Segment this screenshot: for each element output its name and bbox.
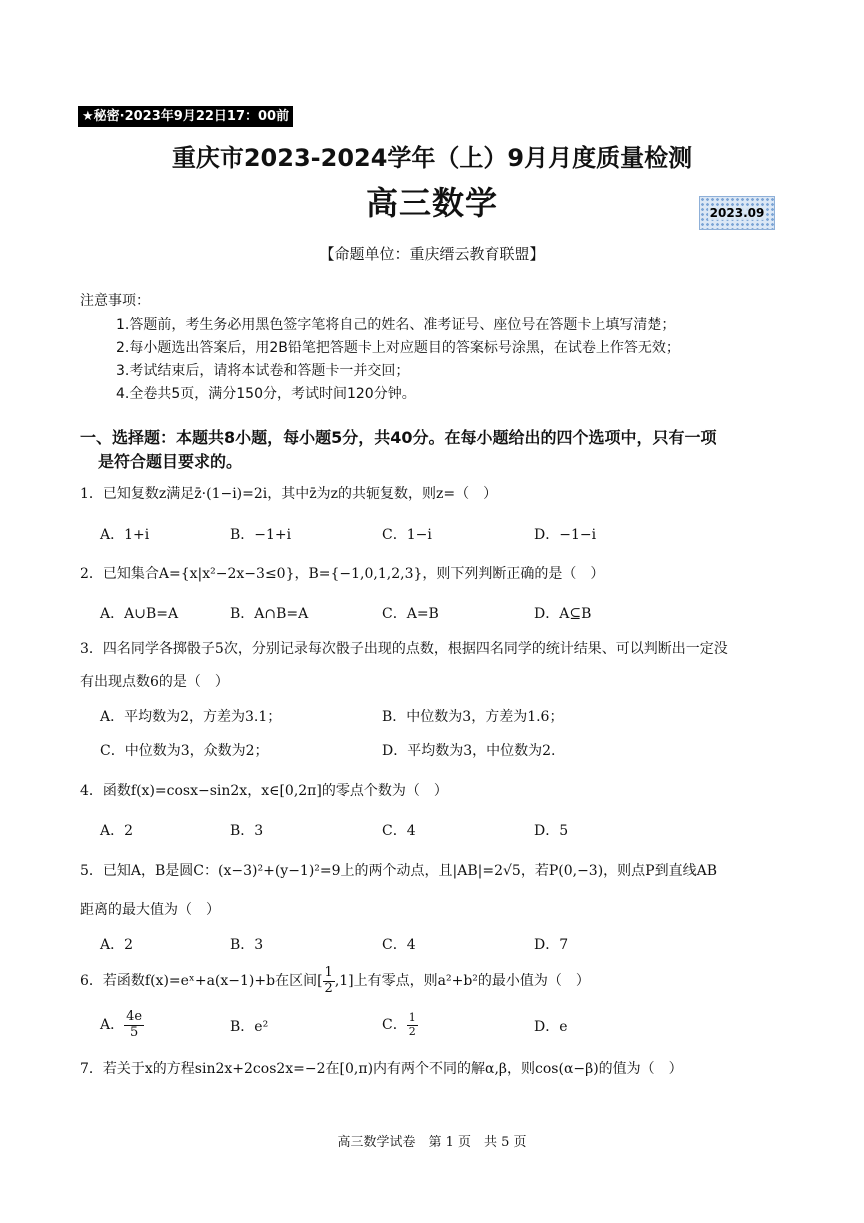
option-d: D．A⊆B bbox=[534, 606, 592, 622]
question-stem-cont: 距离的最大值为（ ） bbox=[80, 902, 220, 918]
fraction-numerator: 1 bbox=[408, 1011, 416, 1025]
fraction-denominator: 2 bbox=[324, 980, 333, 996]
option-b: B．中位数为3，方差为1.6； bbox=[382, 709, 564, 725]
fraction bbox=[323, 966, 335, 996]
option-a: A．2 bbox=[100, 823, 134, 839]
confidential-label: ★秘密·2023年9月22日17：00前 bbox=[78, 106, 293, 127]
option-d: D．5 bbox=[534, 823, 569, 839]
option-b: B．3 bbox=[230, 937, 264, 953]
question-stem: 2．已知集合A={x|x²−2x−3≤0}，B={−1,0,1,2,3}，则下列判断正确的是（ ） bbox=[80, 566, 605, 582]
option-d: D．e bbox=[534, 1019, 568, 1035]
section-heading-cont: 是符合题目要求的。 bbox=[98, 452, 243, 471]
option-c: C．4 bbox=[382, 823, 416, 839]
option-d: D．−1−i bbox=[534, 527, 597, 543]
option-b: B．e² bbox=[230, 1019, 269, 1035]
issuing-unit: 【命题单位：重庆缙云教育联盟】 bbox=[319, 245, 545, 263]
question-stem: 3．四名同学各掷骰子5次，分别记录每次骰子出现的点数，根据四名同学的统计结果、可以判断出一定没 bbox=[80, 641, 728, 657]
date-stamp-text: 2023.09 bbox=[709, 206, 765, 220]
question-stem-part: ,1]上有零点，则a²+b²的最小值为（ ） bbox=[334, 973, 590, 989]
option-c: C．中位数为3，众数为2； bbox=[100, 743, 269, 759]
note-item: 2.每小题选出答案后，用2B铅笔把答题卡上对应题目的答案标号涂黑，在试卷上作答无效； bbox=[116, 340, 680, 356]
option-d: D．平均数为3，中位数为2. bbox=[382, 743, 556, 759]
question-stem: 4．函数f(x)=cosx−sin2x，x∈[0,2π]的零点个数为（ ） bbox=[80, 783, 448, 799]
option-c: C．4 bbox=[382, 937, 416, 953]
question-stem: 1．已知复数z满足z̄·(1−i)=2i，其中z̄为z的共轭复数，则z=（ ） bbox=[80, 486, 498, 502]
page-footer: 高三数学试卷 第 1 页 共 5 页 bbox=[337, 1135, 527, 1150]
note-item: 4.全卷共5页，满分150分，考试时间120分钟。 bbox=[116, 386, 416, 402]
section-heading: 一、选择题：本题共8小题，每小题5分，共40分。在每小题给出的四个选项中，只有一项 bbox=[80, 428, 717, 447]
fraction-denominator: 2 bbox=[408, 1024, 416, 1038]
fraction-numerator: 1 bbox=[324, 965, 333, 981]
option-a: A．A∪B=A bbox=[100, 606, 179, 622]
exam-subject: 高三数学 bbox=[365, 184, 498, 222]
fraction bbox=[124, 1010, 144, 1040]
option-c: C．A=B bbox=[382, 606, 439, 622]
note-item: 1.答题前，考生务必用黑色签字笔将自己的姓名、准考证号、座位号在答题卡上填写清楚； bbox=[116, 317, 676, 333]
date-stamp bbox=[699, 196, 775, 230]
fraction-numerator: 4e bbox=[126, 1009, 143, 1025]
option-label: A． bbox=[100, 1017, 125, 1033]
option-label: C． bbox=[382, 1017, 407, 1033]
question-stem bbox=[80, 962, 590, 1000]
option-a: A．平均数为2，方差为3.1； bbox=[100, 709, 282, 725]
option-a: A．1+i bbox=[100, 527, 150, 543]
exam-title: 重庆市2023-2024学年（上）9月月度质量检测 bbox=[171, 144, 693, 172]
note-item: 3.考试结束后，请将本试卷和答题卡一并交回； bbox=[116, 363, 410, 379]
question-stem: 7．若关于x的方程sin2x+2cos2x=−2在[0,π)内有两个不同的解α,β，则cos(α−β)的值为（ ） bbox=[80, 1061, 683, 1077]
option-a bbox=[100, 1008, 144, 1042]
option-b: B．3 bbox=[230, 823, 264, 839]
question-stem-cont: 有出现点数6的是（ ） bbox=[80, 674, 229, 690]
option-a: A．2 bbox=[100, 937, 134, 953]
question-stem: 5．已知A，B是圆C：(x−3)²+(y−1)²=9上的两个动点，且|AB|=2√5，若P(0,−3)，则点P到直线AB bbox=[80, 863, 717, 879]
question-stem-part: 6．若函数f(x)=eˣ+a(x−1)+b在区间[ bbox=[80, 973, 323, 989]
option-c bbox=[382, 1008, 418, 1042]
notes-heading: 注意事项： bbox=[80, 293, 150, 309]
fraction bbox=[407, 1012, 418, 1037]
option-b: B．A∩B=A bbox=[230, 606, 309, 622]
option-b: B．−1+i bbox=[230, 527, 292, 543]
fraction-denominator: 5 bbox=[129, 1024, 139, 1040]
option-c: C．1−i bbox=[382, 527, 432, 543]
option-d: D．7 bbox=[534, 937, 569, 953]
